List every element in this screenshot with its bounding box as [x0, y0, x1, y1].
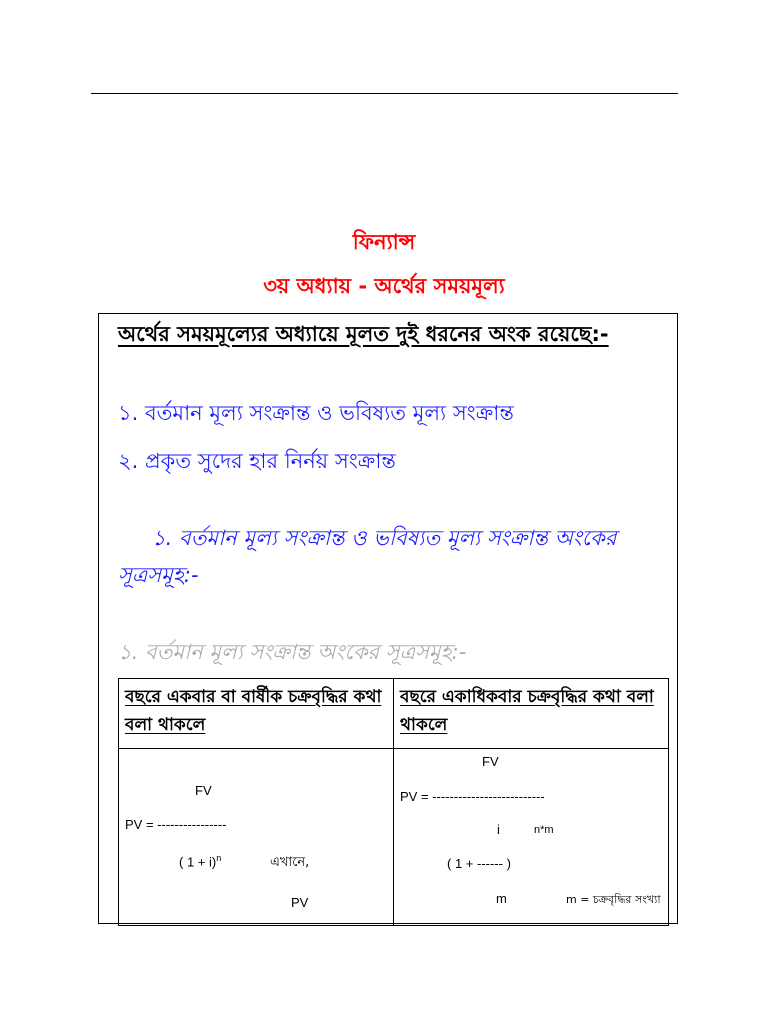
header-rule	[91, 93, 678, 94]
right-pv-line: PV = --------------------------	[400, 789, 545, 804]
right-m-label: m	[496, 891, 507, 906]
formula-cell-annual	[119, 749, 394, 926]
left-note: এখানে,	[270, 855, 310, 870]
right-denominator: ( 1 + ------ )	[447, 856, 511, 871]
left-pv-line: PV = ----------------	[125, 817, 227, 832]
left-pv-label: PV	[291, 895, 309, 910]
right-numerator: FV	[482, 754, 499, 769]
section1-text: ১. বর্তমান মূল্য সংক্রান্ত ও ভবিষ্যত মূল্য সংক্রান্ত অংকের সূত্রসমূহ:-	[118, 526, 617, 587]
left-exponent: n	[216, 853, 222, 863]
formula-table	[118, 678, 669, 926]
chapter-title: ৩য় অধ্যায় - অর্থের সময়মূল্য	[263, 274, 505, 298]
left-numerator: FV	[195, 783, 212, 798]
intro-text: অর্থের সময়মূল্যের অধ্যায়ে মূলত দুই ধরনের অংক রয়েছে:-	[118, 322, 609, 346]
header-cell-annual	[119, 679, 394, 749]
right-exponent: n*m	[534, 824, 554, 836]
left-denominator: ( 1 + i)$^n$	[179, 853, 222, 870]
header-multiple: বছরে একাধিকবার চক্রবৃদ্ধির কথা বলা থাকলে	[400, 687, 654, 735]
right-i-label: i	[497, 822, 500, 837]
right-m-note: m = চক্রবৃদ্ধির সংখ্যা	[566, 893, 661, 906]
type-item-1: ১. বর্তমান মূল্য সংক্রান্ত ও ভবিষ্যত মূল্য সংক্রান্ত	[118, 401, 514, 425]
section1-heading	[118, 520, 648, 594]
subject-title: ফিন্যান্স	[352, 230, 416, 254]
type-item-2: ২. প্রকৃত সুদের হার নির্নয় সংক্রান্ত	[118, 449, 396, 473]
header-cell-multiple	[394, 679, 669, 749]
section2-heading: ১. বর্তমান মূল্য সংক্রান্ত অংকের সূত্রসমূহ:-	[118, 640, 467, 664]
header-annual: বছরে একবার বা বার্ষীক চক্রবৃদ্ধির কথা বলা থাকলে	[125, 687, 382, 735]
formula-cell-multiple	[394, 749, 669, 926]
